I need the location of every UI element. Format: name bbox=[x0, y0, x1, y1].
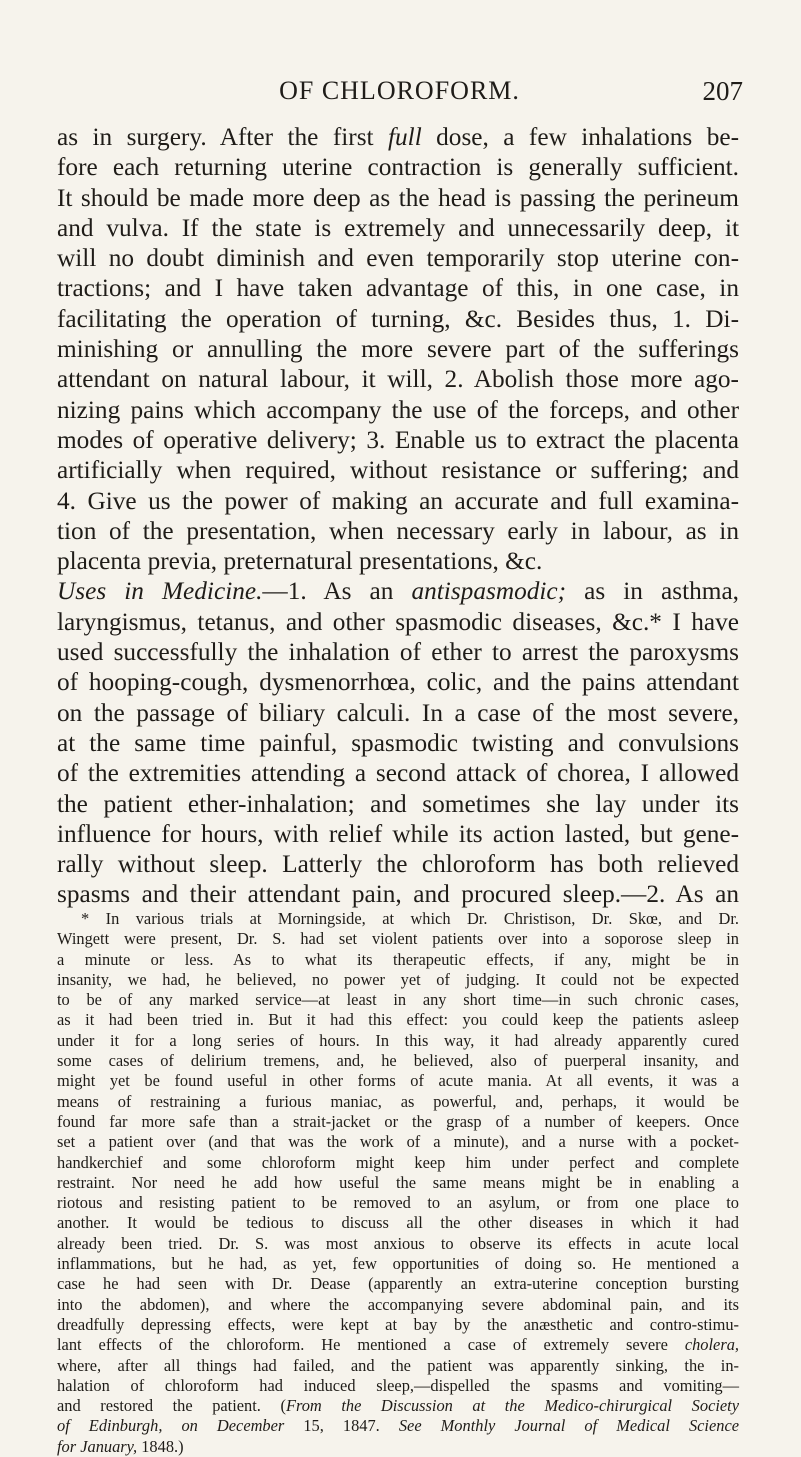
body-line: on the passage of biliary calculi. In a case of the most severe, bbox=[57, 698, 739, 727]
body-line: tion of the presentation, when necessary early in labour, as in bbox=[57, 516, 739, 545]
body-text bbox=[57, 122, 739, 910]
footnote-line: restraint. Nor need he add how useful the same means might be in enabling a bbox=[57, 1172, 739, 1192]
body-line: used successfully the inhalation of ether to arrest the paroxysms bbox=[57, 638, 739, 667]
footnote-line: of Edinburgh, on December 15, 1847. See Monthly Journal of Medical Science bbox=[57, 1416, 739, 1436]
body-line: minishing or annulling the more severe part of the sufferings bbox=[57, 335, 739, 364]
footnote-line: riotous and resisting patient to be removed to an asylum, or from one place to bbox=[57, 1193, 739, 1213]
footnote-line: halation of chloroform had induced sleep,—dispelled the spasms and vomiting— bbox=[57, 1375, 739, 1395]
footnote-line: a minute or less. As to what its therapeutic effects, if any, might be in bbox=[57, 949, 739, 969]
footnote-line: set a patient over (and that was the work of a minute), and a nurse with a pocket- bbox=[57, 1132, 739, 1152]
footnote-line: dreadfully depressing effects, were kept at bay by the anæsthetic and contro-stimu- bbox=[57, 1314, 739, 1334]
footnote-line: insanity, we had, he believed, no power yet of judging. It could not be expected bbox=[57, 969, 739, 989]
footnote-line: might yet be found useful in other forms of acute mania. At all events, it was a bbox=[57, 1071, 739, 1091]
body-line: will no doubt diminish and even temporarily stop uterine con- bbox=[57, 244, 739, 273]
body-line: It should be made more deep as the head is passing the perineum bbox=[57, 183, 739, 212]
footnote-line: for January, 1848.) bbox=[57, 1436, 184, 1456]
footnote-line: inflammations, but he had, as yet, few opportunities of doing so. He mentioned a bbox=[57, 1254, 739, 1274]
body-line: nizing pains which accompany the use of the forceps, and other bbox=[57, 395, 739, 424]
footnote-line: under it for a long series of hours. In this way, it had already apparently cured bbox=[57, 1030, 739, 1050]
footnote-line: means of restraining a furious maniac, as powerful, and, perhaps, it would be bbox=[57, 1091, 739, 1111]
body-line: attendant on natural labour, it will, 2. Abolish those more ago- bbox=[57, 365, 739, 394]
body-line: modes of operative delivery; 3. Enable us to extract the placenta bbox=[57, 425, 739, 454]
body-line: of hooping-cough, dysmenorrhœa, colic, and the pains attendant bbox=[57, 668, 739, 697]
page-number: 207 bbox=[702, 76, 743, 106]
body-line: fore each returning uterine contraction is generally sufficient. bbox=[57, 153, 739, 182]
body-line: of the extremities attending a second attack of chorea, I allowed bbox=[57, 759, 739, 788]
body-line: at the same time painful, spasmodic twisting and convulsions bbox=[57, 728, 739, 757]
footnote-line: already been tried. Dr. S. was most anxious to observe its effects in acute local bbox=[57, 1233, 739, 1253]
footnote-line: Wingett were present, Dr. S. had set violent patients over into a soporose sleep in bbox=[57, 929, 739, 949]
footnote-line: as it had been tried in. But it had this effect: you could keep the patients asleep bbox=[57, 1010, 739, 1030]
body-line: 4. Give us the power of making an accurate and full examina- bbox=[57, 486, 739, 515]
footnote-line: and restored the patient. (From the Discussion at the Medico-chirurgical Society bbox=[57, 1396, 739, 1416]
body-line: rally without sleep. Latterly the chloroform has both relieved bbox=[57, 850, 739, 879]
footnote-line: case he had seen with Dr. Dease (apparently an extra-uterine conception bursting bbox=[57, 1274, 739, 1294]
running-title: OF CHLOROFORM. bbox=[279, 76, 520, 105]
body-line: placenta previa, preternatural presentations, &c. bbox=[57, 547, 543, 576]
footnote-line: some cases of delirium tremens, and, he believed, also of puerperal insanity, and bbox=[57, 1051, 739, 1071]
footnote bbox=[57, 909, 739, 1457]
section-heading-line: Uses in Medicine.—1. As an antispasmodic; as in asthma, bbox=[57, 577, 739, 606]
footnote-line: handkerchief and some chloroform might keep him under perfect and complete bbox=[57, 1152, 739, 1172]
body-line: spasms and their attendant pain, and procured sleep.—2. As an bbox=[57, 880, 739, 909]
body-line: facilitating the operation of turning, &c. Besides thus, 1. Di- bbox=[57, 304, 739, 333]
footnote-line: found far more safe than a strait-jacket or the grasp of a number of keepers. Once bbox=[57, 1111, 739, 1131]
footnote-line: another. It would be tedious to discuss all the other diseases in which it had bbox=[57, 1213, 739, 1233]
body-line: and vulva. If the state is extremely and unnecessarily deep, it bbox=[57, 213, 739, 242]
body-line: laryngismus, tetanus, and other spasmodic diseases, &c.* I have bbox=[57, 607, 739, 636]
footnote-line: * In various trials at Morningside, at which Dr. Christison, Dr. Skœ, and Dr. bbox=[81, 909, 739, 928]
body-line: as in surgery. After the first full dose, a few inhalations be- bbox=[57, 123, 739, 151]
footnote-line: where, after all things had failed, and the patient was apparently sinking, the in- bbox=[57, 1355, 739, 1375]
body-line: artificially when required, without resistance or suffering; and bbox=[57, 456, 739, 485]
body-line: influence for hours, with relief while its action lasted, but gene- bbox=[57, 819, 739, 848]
footnote-line: lant effects of the chloroform. He mentioned a case of extremely severe cholera, bbox=[57, 1335, 739, 1355]
running-head bbox=[56, 76, 743, 110]
body-line: tractions; and I have taken advantage of this, in one case, in bbox=[57, 274, 739, 303]
footnote-line: to be of any marked service—at least in any short time—in such chronic cases, bbox=[57, 990, 739, 1010]
footnote-line: into the abdomen), and where the accompanying severe abdominal pain, and its bbox=[57, 1294, 739, 1314]
body-line: the patient ether-inhalation; and sometimes she lay under its bbox=[57, 789, 739, 818]
